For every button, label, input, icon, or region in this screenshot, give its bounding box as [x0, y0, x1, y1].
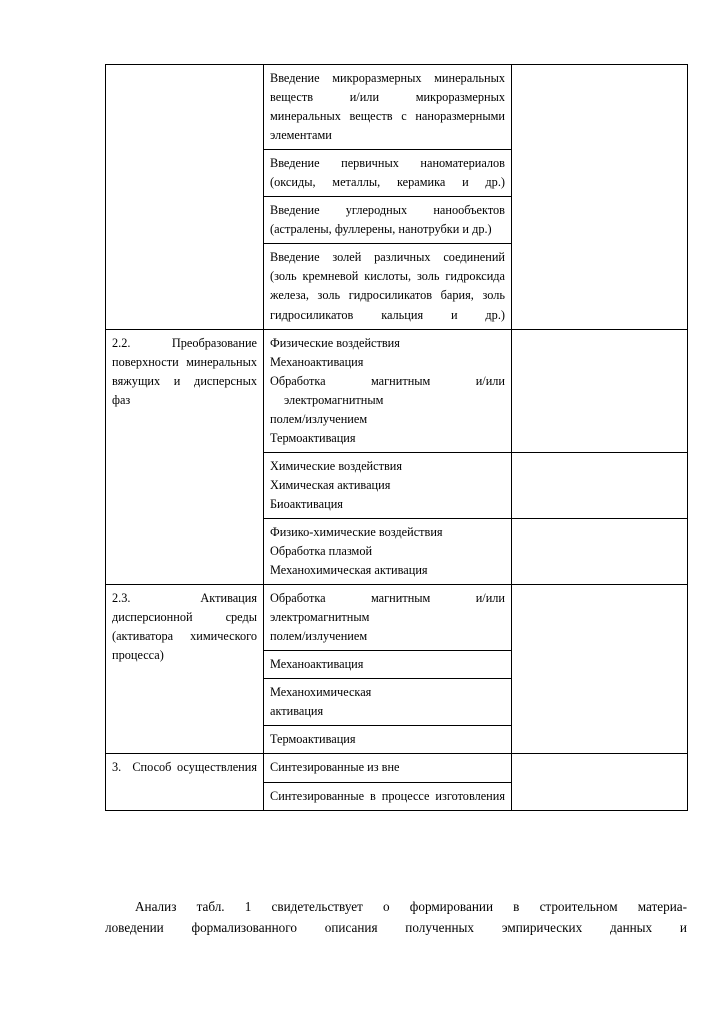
item-line: Механохимическая активация: [270, 563, 428, 578]
row-item-cell: Введение первичных наноматериалов (оксиды, металлы, керамика и др.): [264, 150, 512, 197]
table-row: [106, 329, 688, 452]
row-item-cell: Термоактивация: [264, 726, 512, 754]
classification-table: [105, 64, 688, 811]
item-line: Химическая активация: [270, 477, 391, 492]
body-paragraph: [105, 896, 687, 939]
item-line: Физические воздействия: [270, 335, 400, 350]
row-item-cell: Синтезированные в процессе изготовления: [264, 782, 512, 810]
row-note-cell: [512, 452, 688, 518]
row-label-cell: [106, 585, 264, 754]
row-label-cell: [106, 754, 264, 810]
row-note-cell: [512, 329, 688, 452]
row-item-cell: Синтезированные из вне: [264, 754, 512, 782]
row-item-cell: [264, 452, 512, 518]
row-label-cell: [106, 65, 264, 330]
item-line: Обработка магнитным и/или: [270, 373, 505, 388]
row-note-cell: [512, 518, 688, 584]
item-line: активация: [270, 704, 324, 719]
item-line: электромагнитным: [284, 392, 384, 407]
table-row: [106, 585, 688, 651]
row-item-cell: Введение золей различных соединений (золь кремневой кислоты, золь гидроксида железа, золь гидросиликатов бария, золь гидросиликатов кальция и др.): [264, 244, 512, 329]
row-label-number: 3. Способ осуществления: [112, 760, 257, 775]
row-note-cell: [512, 754, 688, 810]
item-line: Обработка магнитным и/или: [270, 591, 505, 606]
row-label-number: 2.3. Активация дисперсионной среды (активатора химического процесса): [112, 591, 257, 663]
row-item-cell: [264, 329, 512, 452]
row-item-cell: Механоактивация: [264, 651, 512, 679]
row-label-number: 2.2. Преобразование поверхности минеральных вяжущих и дисперсных фаз: [112, 335, 257, 407]
item-line: Обработка плазмой: [270, 544, 373, 559]
paragraph-line: Анализ табл. 1 свидетельствует о формировании в строительном материа-: [135, 899, 687, 914]
item-line: электромагнитным: [270, 610, 370, 625]
row-item-cell: Введение углеродных нанообъектов (астралены, фуллерены, нанотрубки и др.): [264, 197, 512, 244]
row-note-cell: [512, 585, 688, 754]
item-line: Механоактивация: [270, 354, 364, 369]
item-line: Химические воздействия: [270, 458, 402, 473]
row-item-cell: [264, 518, 512, 584]
item-line: Физико-химические воздействия: [270, 524, 443, 539]
row-item-cell: Введение микроразмерных минеральных веществ и/или микроразмерных минеральных веществ с наноразмерными элементами: [264, 65, 512, 150]
row-item-cell: [264, 679, 512, 726]
table-row: [106, 65, 688, 150]
row-note-cell: [512, 65, 688, 330]
row-item-cell: [264, 585, 512, 651]
item-line: Биоактивация: [270, 496, 343, 511]
item-line: Механохимическая: [270, 685, 372, 700]
item-line: Термоактивация: [270, 430, 356, 445]
row-label-cell: [106, 329, 264, 585]
item-line: полем/излучением: [270, 411, 368, 426]
table-row: [106, 754, 688, 782]
item-line: полем/излучением: [270, 629, 368, 644]
paragraph-line: ловедении формализованного описания полученных эмпирических данных и: [105, 920, 687, 936]
